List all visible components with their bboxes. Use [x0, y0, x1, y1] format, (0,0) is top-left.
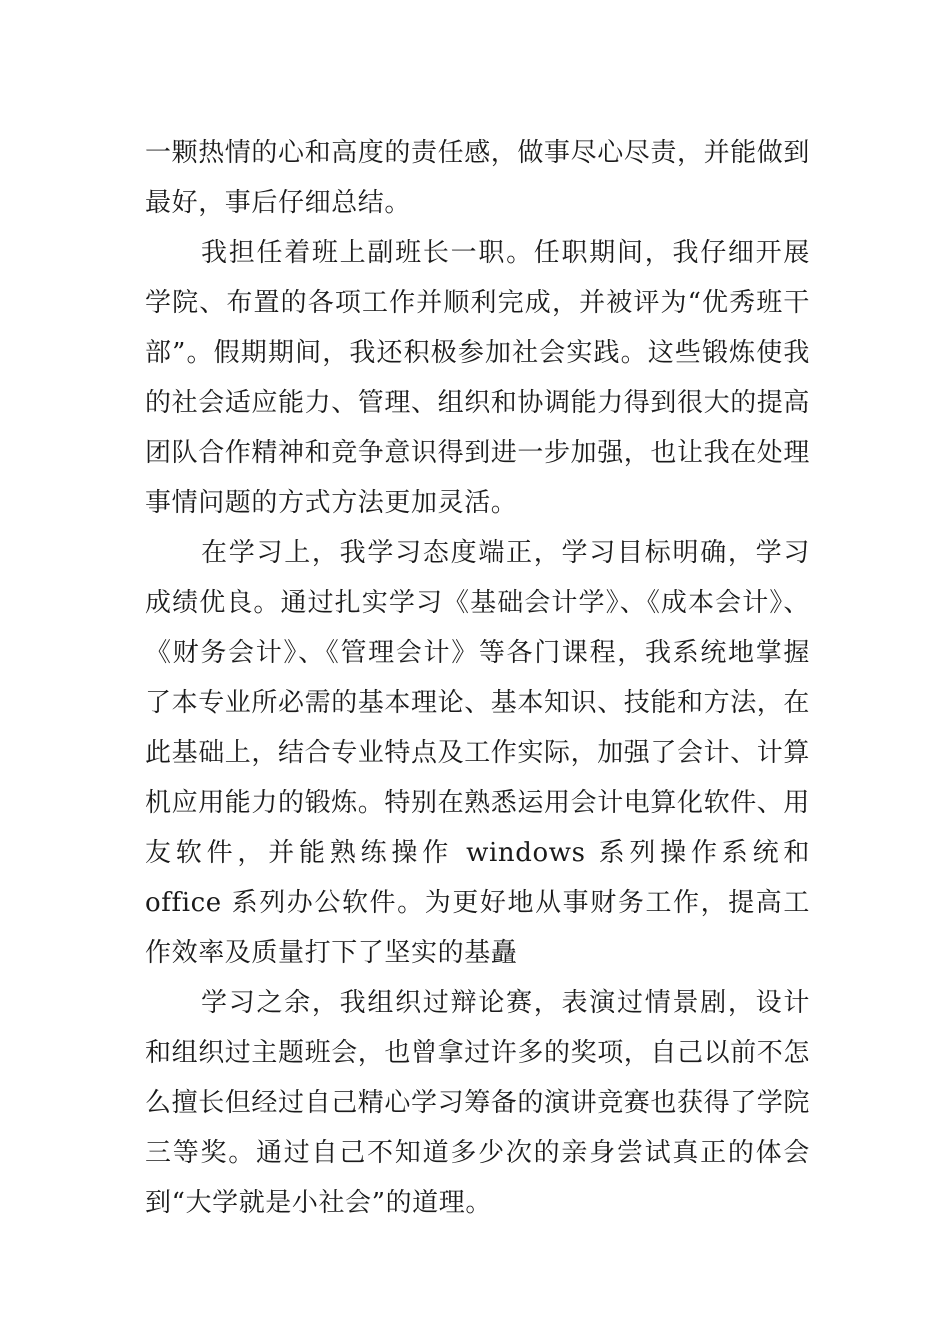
paragraph-4: 学习之余，我组织过辩论赛，表演过情景剧，设计和组织过主题班会，也曾拿过许多的奖项，自己以前不怎么擅长但经过自己精心学习筹备的演讲竞赛也获得了学院三等奖。通过自己不知道多少次的亲身尝试真正的体会到“大学就是小社会”的道理。 [145, 988, 811, 1218]
paragraph-1: 一颗热情的心和高度的责任感，做事尽心尽责，并能做到最好，事后仔细总结。 [145, 138, 811, 218]
paragraph-3: 在学习上，我学习态度端正，学习目标明确，学习成绩优良。通过扎实学习《基础会计学》、《成本会计》、《财务会计》、《管理会计》等各门课程，我系统地掌握了本专业所必需的基本理论、基本知识、技能和方法，在此基础上，结合专业特点及工作实际，加强了会计、计算机应用能力的锻炼。特别在熟悉运用会计电算化软件、用友软件，并能熟练操作 windows 系列操作系统和 office 系列办公软件。为更好地从事财务工作，提高工作效率及质量打下了坚实的基矗 [145, 538, 811, 968]
body-text [145, 128, 810, 1228]
paragraph-2: 我担任着班上副班长一职。任职期间，我仔细开展学院、布置的各项工作并顺利完成，并被评为“优秀班干部”。假期期间，我还积极参加社会实践。这些锻炼使我的社会适应能力、管理、组织和协调能力得到很大的提高团队合作精神和竞争意识得到进一步加强，也让我在处理事情问题的方式方法更加灵活。 [145, 238, 811, 518]
